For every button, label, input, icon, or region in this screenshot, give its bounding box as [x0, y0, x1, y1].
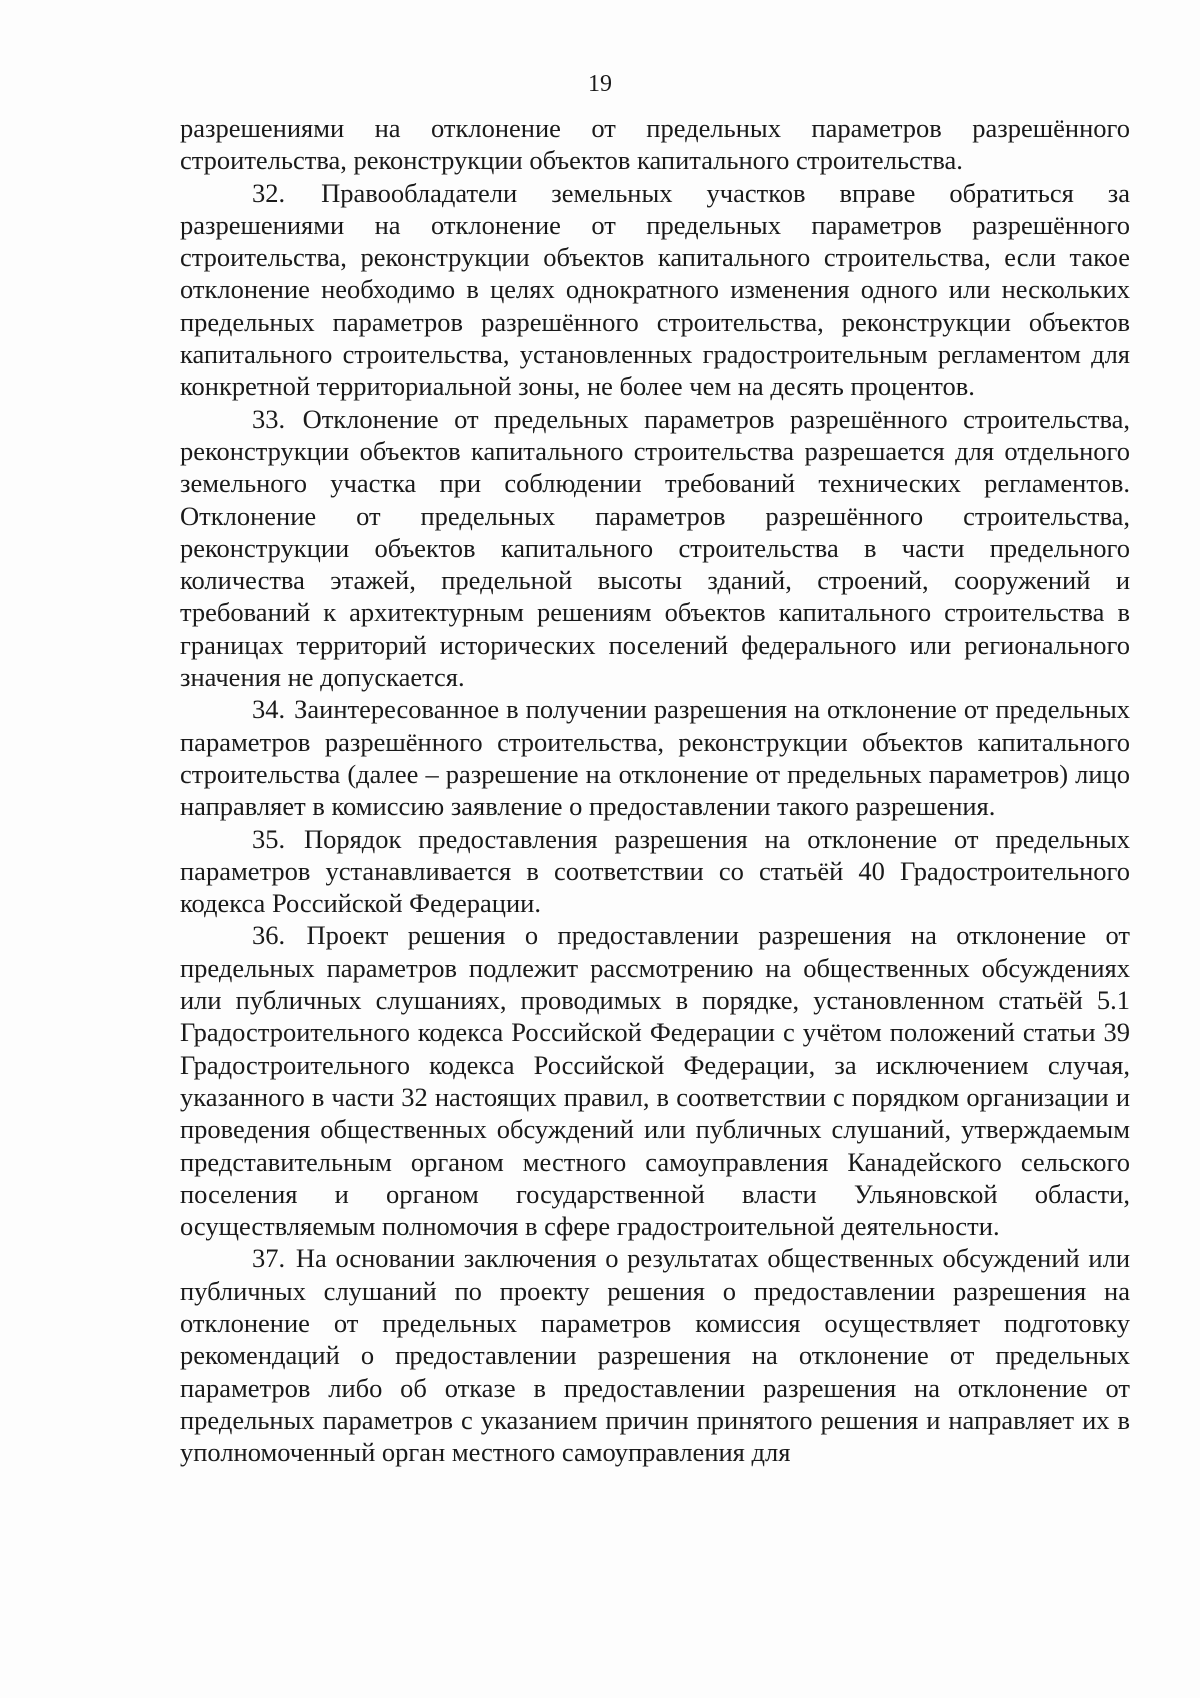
- paragraph-number: 36.: [252, 920, 286, 951]
- paragraph-continuation: [180, 112, 1130, 177]
- document-body: [180, 112, 1130, 1468]
- paragraph-number: 35.: [252, 823, 286, 854]
- paragraph-text: Отклонение от предельных параметров разрешённого строительства, реконструкции объектов капитального строительства разрешается для отдельного земельного участка при соблюдении требований технических регламентов. Отклонение от предельных параметров разрешённого строительства, реконструкции объектов капитального строительства в части предельного количества этажей, предельной высоты зданий, строений, сооружений и требований к архитектурным решениям объектов капитального строительства в границах территорий исторических поселений федерального или регионального значения не допускается.: [180, 403, 1131, 693]
- page-number: 19: [588, 71, 612, 97]
- paragraph-text: разрешениями на отклонение от предельных параметров разрешённого строительства, реконструкции объектов капитального строительства.: [180, 113, 1130, 176]
- paragraph-number: 32.: [252, 177, 286, 208]
- paragraph-33: [180, 403, 1130, 694]
- paragraph-text: На основании заключения о результатах общественных обсуждений или публичных слушаний по проекту решения о предоставлении разрешения на отклонение от предельных параметров комиссия осуществляет подготовку рекомендаций о предоставлении разрешения на отклонение от предельных параметров либо об отказе в предоставлении разрешения на отклонение от предельных параметров с указанием причин принятого решения и направляет их в уполномоченный орган местного самоуправления для: [180, 1243, 1131, 1468]
- paragraph-35: [180, 823, 1130, 920]
- paragraph-text: Правообладатели земельных участков вправе обратиться за разрешениями на отклонение от предельных параметров разрешённого строительства, реконструкции объектов капитального строительства, если такое отклонение необходимо в целях однократного изменения одного или нескольких предельных параметров разрешённого строительства, реконструкции объектов капитального строительства, установленных градостроительным регламентом для конкретной территориальной зоны, не более чем на десять процентов.: [180, 177, 1130, 402]
- paragraph-number: 34.: [252, 694, 286, 725]
- paragraph-number: 37.: [252, 1243, 286, 1274]
- paragraph-34: [180, 693, 1130, 822]
- paragraph-number: 33.: [252, 403, 286, 434]
- paragraph-36: [180, 919, 1130, 1242]
- paragraph-37: [180, 1242, 1130, 1468]
- paragraph-text: Порядок предоставления разрешения на отклонение от предельных параметров устанавливается в соответствии со статьёй 40 Градостроительного кодекса Российской Федерации.: [180, 823, 1130, 919]
- paragraph-text: Заинтересованное в получении разрешения на отклонение от предельных параметров разрешённого строительства, реконструкции объектов капитального строительства (далее – разрешение на отклонение от предельных параметров) лицо направляет в комиссию заявление о предоставлении такого разрешения.: [180, 694, 1130, 822]
- paragraph-text: Проект решения о предоставлении разрешения на отклонение от предельных параметров подлежит рассмотрению на общественных обсуждениях или публичных слушаниях, проводимых в порядке, установленном статьёй 5.1 Градостроительного кодекса Российской Федерации с учётом положений статьи 39 Градостроительного кодекса Российской Федерации, за исключением случая, указанного в части 32 настоящих правил, в соответствии с порядком организации и проведения общественных обсуждений или публичных слушаний, утверждаемым представительным органом местного самоуправления Канадейского сельского поселения и органом государственной власти Ульяновской области, осуществляемым полномочия в сфере градостроительной деятельности.: [180, 920, 1130, 1242]
- paragraph-32: [180, 177, 1130, 403]
